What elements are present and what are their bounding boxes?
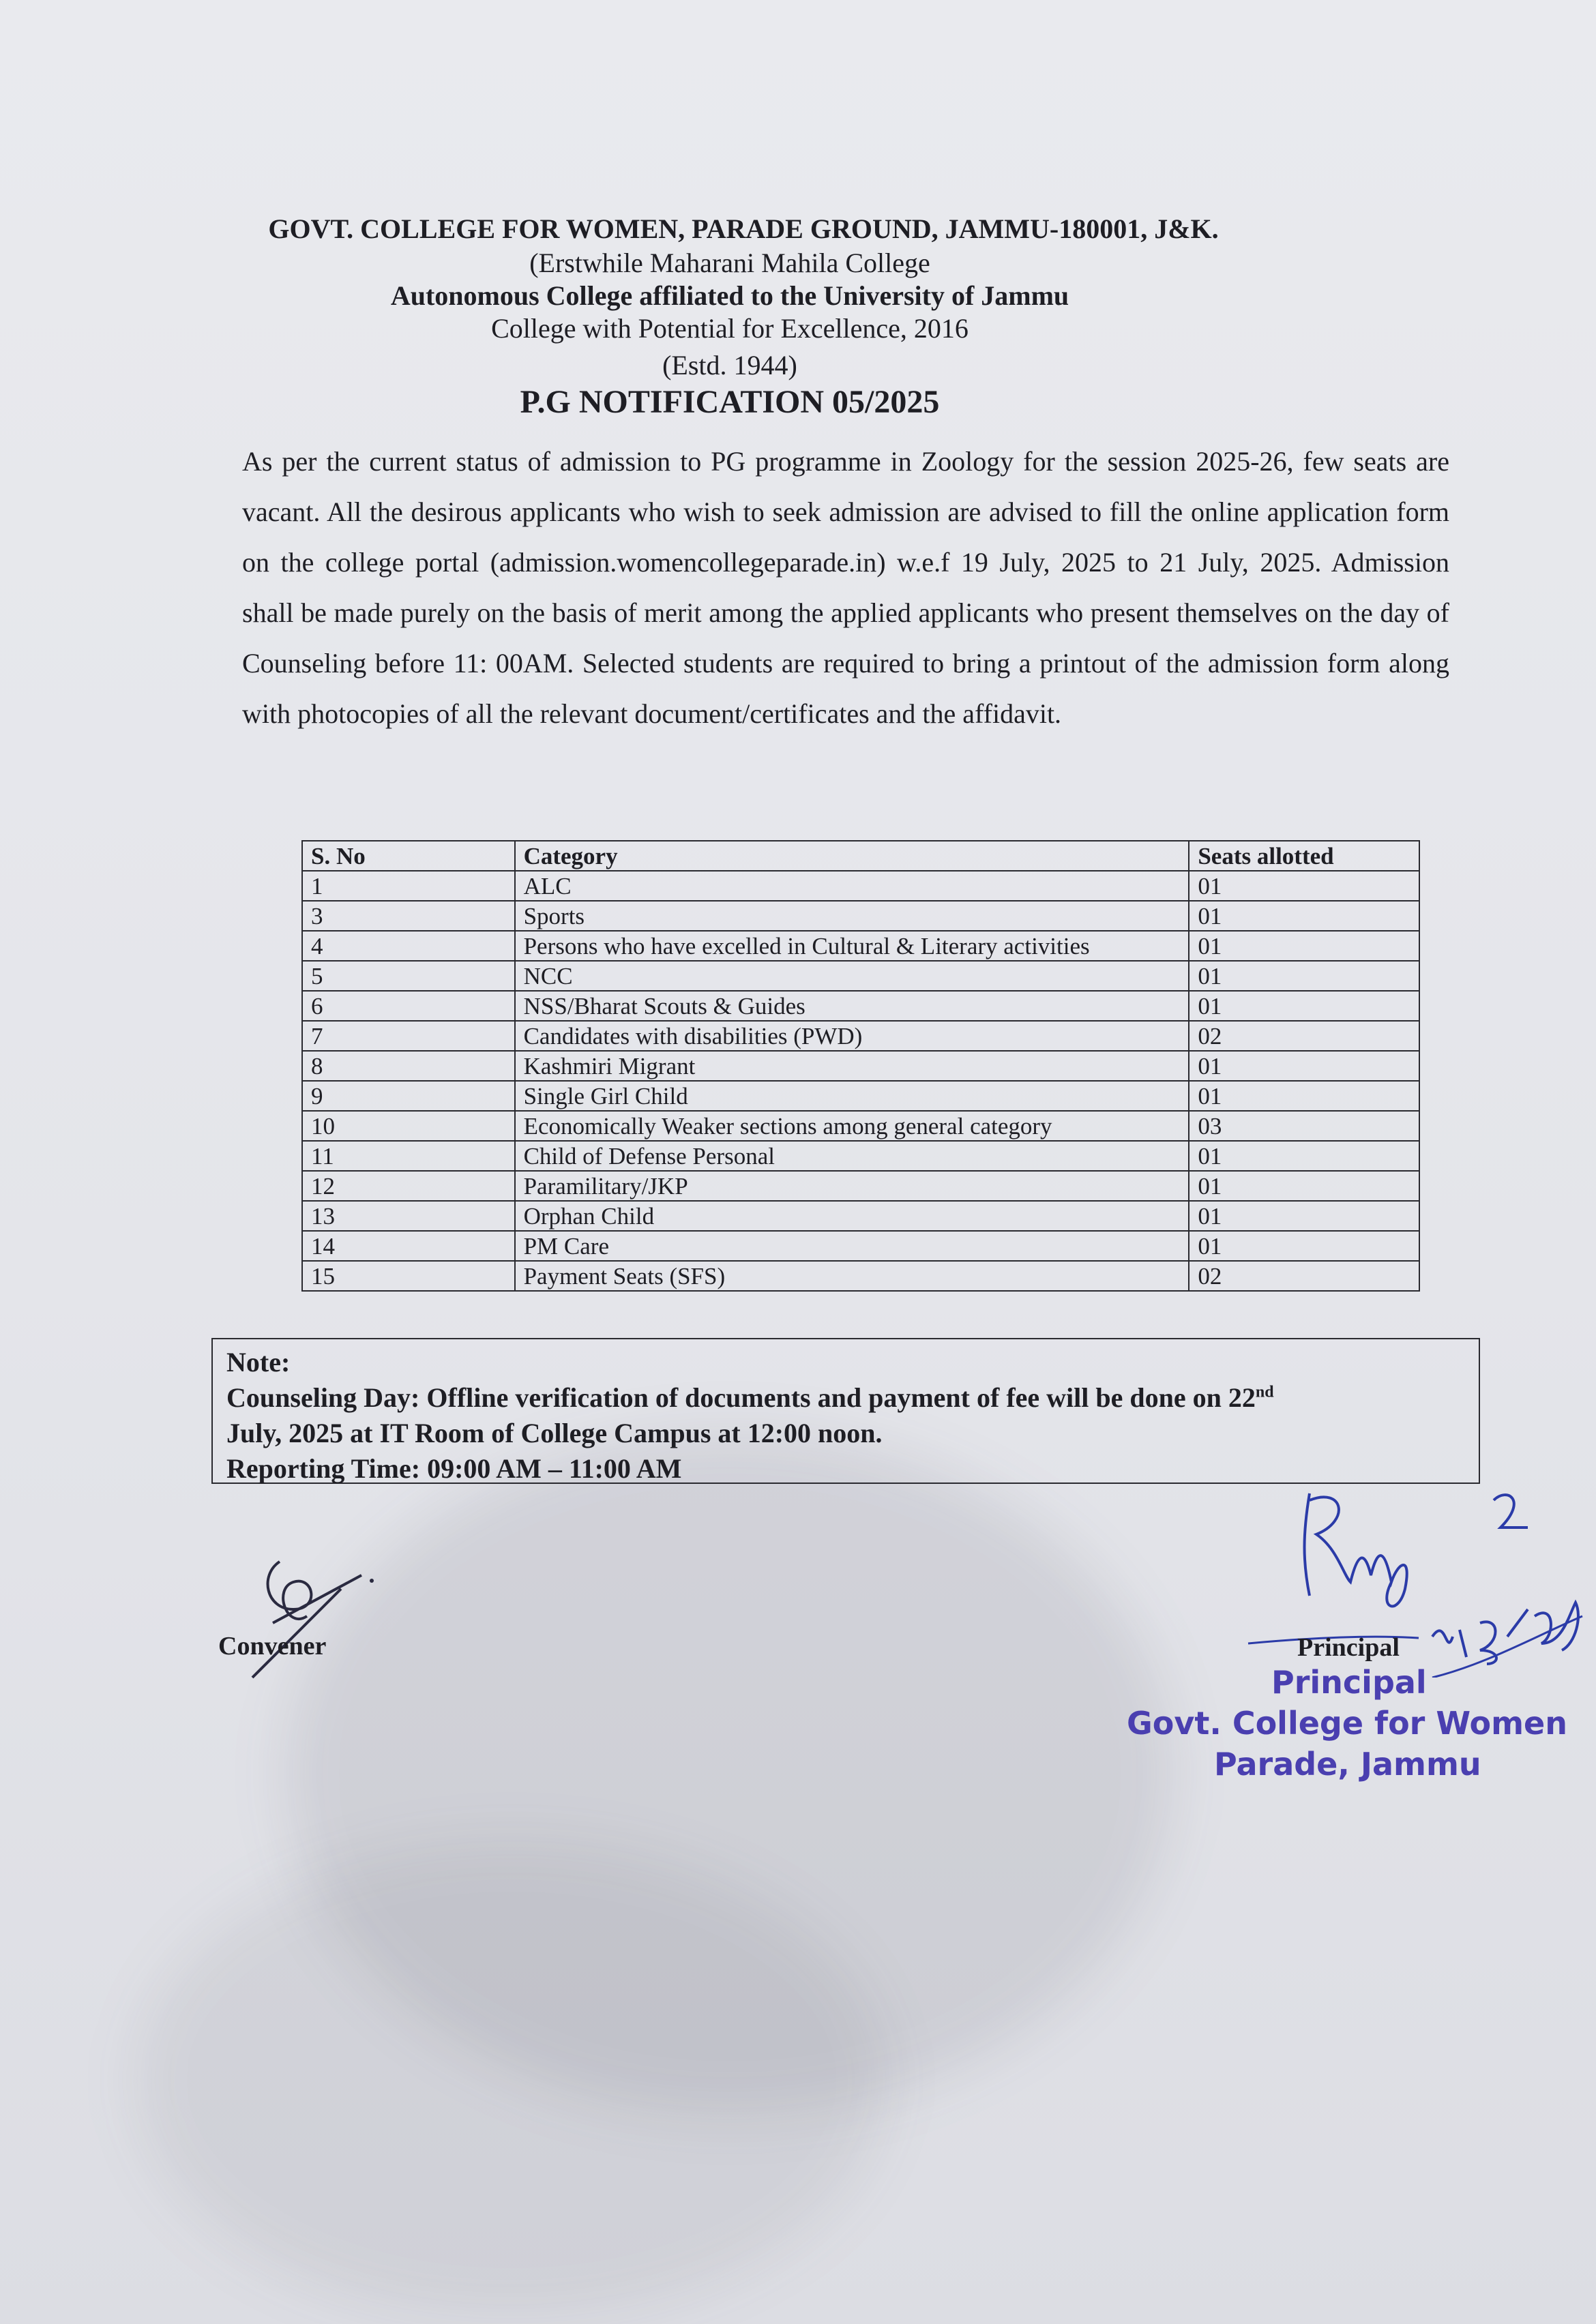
table-header-row xyxy=(302,841,1419,871)
principal-signature xyxy=(1241,1480,1596,1678)
row-seats: 01 xyxy=(1189,991,1419,1021)
counseling-text: Counseling Day: Offline verification of documents and payment of fee will be done on 22 xyxy=(226,1382,1256,1413)
table-row xyxy=(302,961,1419,991)
row-category: PM Care xyxy=(515,1231,1189,1261)
row-category: Economically Weaker sections among general category xyxy=(515,1111,1189,1141)
table-row xyxy=(302,991,1419,1021)
note-heading: Note: xyxy=(226,1347,291,1377)
row-sno: 7 xyxy=(302,1021,515,1051)
row-sno: 6 xyxy=(302,991,515,1021)
header-sno: S. No xyxy=(302,841,515,871)
stamp-college: Govt. College for Women xyxy=(1127,1705,1567,1742)
table-row xyxy=(302,1171,1419,1201)
row-category: Paramilitary/JKP xyxy=(515,1171,1189,1201)
table-row xyxy=(302,1201,1419,1231)
row-sno: 13 xyxy=(302,1201,515,1231)
erstwhile-name: (Erstwhile Maharani Mahila College xyxy=(529,248,930,278)
convener-label: Convener xyxy=(218,1632,327,1660)
header-category: Category xyxy=(515,841,1189,871)
table-row xyxy=(302,931,1419,961)
row-category: Payment Seats (SFS) xyxy=(515,1261,1189,1291)
row-sno: 1 xyxy=(302,871,515,901)
row-category: ALC xyxy=(515,871,1189,901)
stamp-place: Parade, Jammu xyxy=(1214,1746,1481,1783)
row-category: Kashmiri Migrant xyxy=(515,1051,1189,1081)
table-row xyxy=(302,1261,1419,1291)
row-seats: 01 xyxy=(1189,931,1419,961)
row-category: Orphan Child xyxy=(515,1201,1189,1231)
row-sno: 12 xyxy=(302,1171,515,1201)
reporting-time: Reporting Time: 09:00 AM – 11:00 AM xyxy=(226,1453,682,1484)
row-category: Candidates with disabilities (PWD) xyxy=(515,1021,1189,1051)
table-row xyxy=(302,1051,1419,1081)
row-seats: 02 xyxy=(1189,1261,1419,1291)
row-category: Single Girl Child xyxy=(515,1081,1189,1111)
row-sno: 9 xyxy=(302,1081,515,1111)
row-seats: 01 xyxy=(1189,901,1419,931)
row-sno: 10 xyxy=(302,1111,515,1141)
notification-title: P.G NOTIFICATION 05/2025 xyxy=(520,384,940,420)
row-category: Persons who have excelled in Cultural & Literary activities xyxy=(515,931,1189,961)
row-sno: 14 xyxy=(302,1231,515,1261)
row-seats: 01 xyxy=(1189,1201,1419,1231)
row-sno: 8 xyxy=(302,1051,515,1081)
row-sno: 5 xyxy=(302,961,515,991)
counseling-line xyxy=(226,1380,1465,1416)
principal-label: Principal xyxy=(1297,1633,1400,1662)
header-seats: Seats allotted xyxy=(1189,841,1419,871)
table-row xyxy=(302,901,1419,931)
table-row xyxy=(302,1231,1419,1261)
counseling-date-suffix: nd xyxy=(1255,1383,1274,1401)
convener-signature xyxy=(246,1548,382,1684)
affiliation-line: Autonomous College affiliated to the University of Jammu xyxy=(390,280,1069,311)
stamp-title: Principal xyxy=(1271,1664,1427,1701)
row-category: Child of Defense Personal xyxy=(515,1141,1189,1171)
row-seats: 01 xyxy=(1189,1051,1419,1081)
row-sno: 11 xyxy=(302,1141,515,1171)
row-category: NSS/Bharat Scouts & Guides xyxy=(515,991,1189,1021)
established-line: (Estd. 1944) xyxy=(662,350,797,381)
table-row xyxy=(302,1141,1419,1171)
table-row xyxy=(302,871,1419,901)
table-row xyxy=(302,1111,1419,1141)
row-category: Sports xyxy=(515,901,1189,931)
table-row xyxy=(302,1021,1419,1051)
row-category: NCC xyxy=(515,961,1189,991)
row-seats: 02 xyxy=(1189,1021,1419,1051)
row-sno: 15 xyxy=(302,1261,515,1291)
row-seats: 01 xyxy=(1189,1171,1419,1201)
cpe-line: College with Potential for Excellence, 2016 xyxy=(491,313,969,344)
note-box xyxy=(211,1338,1480,1484)
counseling-venue: July, 2025 at IT Room of College Campus at 12:00 noon. xyxy=(226,1418,883,1448)
row-seats: 01 xyxy=(1189,1231,1419,1261)
row-sno: 3 xyxy=(302,901,515,931)
row-seats: 01 xyxy=(1189,871,1419,901)
row-seats: 01 xyxy=(1189,1141,1419,1171)
row-seats: 01 xyxy=(1189,1081,1419,1111)
notification-body: As per the current status of admission to PG programme in Zoology for the session 2025-26, few seats are vacant. All the desirous applicants who wish to seek admission are advised to fill the online application form on the college portal (admission.womencollegeparade.in) w.e.f 19 July, 2025 to 21 July, 2025. Admission shall be made purely on the basis of merit among the applied applicants who present themselves on the day of Counseling before 11: 00AM. Selected students are required to bring a printout of the admission form along with photocopies of all the relevant document/certificates and the affidavit. xyxy=(242,446,1449,729)
seat-table xyxy=(301,840,1420,1292)
row-seats: 03 xyxy=(1189,1111,1419,1141)
table-row xyxy=(302,1081,1419,1111)
row-seats: 01 xyxy=(1189,961,1419,991)
row-sno: 4 xyxy=(302,931,515,961)
college-name: GOVT. COLLEGE FOR WOMEN, PARADE GROUND, JAMMU-180001, J&K. xyxy=(268,213,1219,244)
